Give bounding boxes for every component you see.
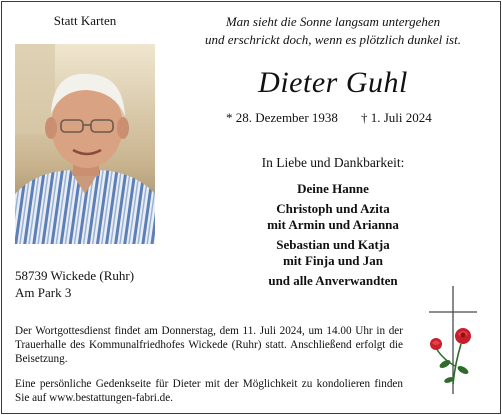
death-date: † 1. Juli 2024 <box>361 110 432 125</box>
birth-date: * 28. Dezember 1938 <box>226 110 338 125</box>
mourner-line: Sebastian und Katja <box>276 236 390 252</box>
mourner-line: mit Armin und Arianna <box>267 217 399 232</box>
poem-line: und erschrickt doch, wenn es plötzlich dunkel ist. <box>205 32 461 47</box>
memorial-page-notice: Eine persönliche Gedenkseite für Dieter mit der Möglichkeit zu kondolieren finden Sie auf www.bestattungen-fabri.de. <box>15 378 403 404</box>
mourners-list <box>168 178 498 289</box>
statt-karten-label: Statt Karten <box>53 13 117 28</box>
mourner-line: mit Finja und Jan <box>282 253 384 268</box>
cross-rose-icon <box>425 284 481 396</box>
poem-line: Man sieht die Sonne langsam untergehen <box>225 14 441 29</box>
deceased-name: Dieter Guhl <box>258 66 408 99</box>
service-notice: Der Wortgottesdienst findet am Donnerstag, dem 11. Juli 2024, um 14.00 Uhr in der Trauerhalle des Kommunalfriedhofes Wickede (Ruhr) statt. Anschließend erfolgt die Beisetzung. <box>15 325 403 365</box>
portrait-photo <box>15 44 155 244</box>
mourners-intro: In Liebe und Dankbarkeit: <box>261 155 405 170</box>
address <box>15 267 134 301</box>
poem <box>168 13 498 49</box>
mourner-line: Christoph und Azita <box>276 200 390 216</box>
address-line: 58739 Wickede (Ruhr) <box>15 268 135 283</box>
mourner-line: und alle Anverwandten <box>268 272 398 288</box>
mourner-line: Deine Hanne <box>297 181 369 196</box>
address-line: Am Park 3 <box>15 285 72 300</box>
